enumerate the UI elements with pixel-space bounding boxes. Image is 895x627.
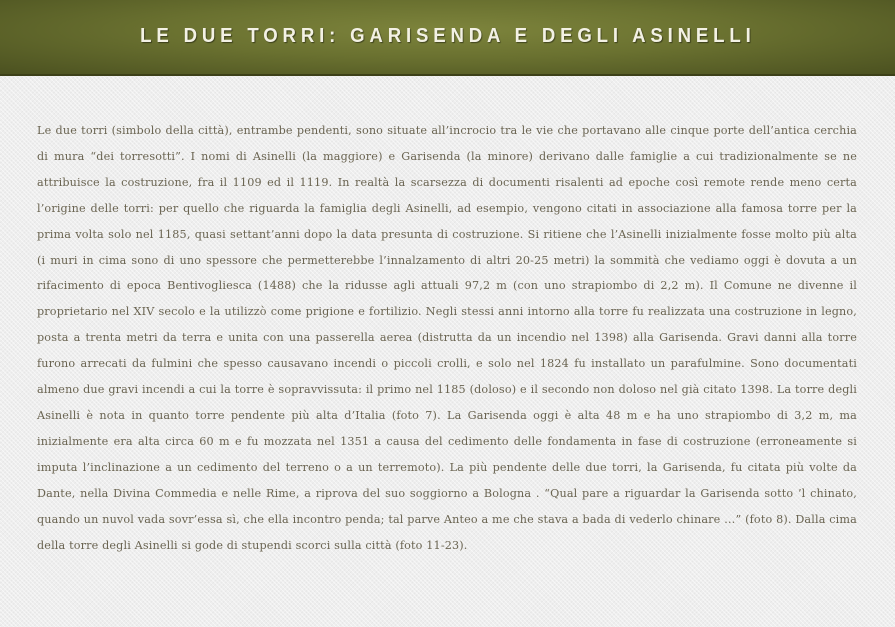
- article-paragraph: Le due torri (simbolo della città), entrambe pendenti, sono situate all’incrocio tra le vie che portavano alle cinque porte dell’antica cerchia di mura “dei torresotti”. I nomi di Asinelli (la maggiore) e Garisenda (la minore) derivano dalle famiglie a cui tradizionalmente se ne attribuisce la costruzione, fra il 1109 ed il 1119. In realtà la scarsezza di documenti risalenti ad epoche così remote rende meno certa l’origine delle torri: per quello che riguarda la famiglia degli Asinelli, ad esempio, vengono citati in associazione alla famosa torre per la prima volta solo nel 1185, quasi settant’anni dopo la data presunta di costruzione. Si ritiene che l’Asinelli inizialmente fosse molto più alta (i muri in cima sono di uno spessore che permetterebbe l’innalzamento di altri 20-25 metri) la sommità che vediamo oggi è dovuta a un rifacimento di epoca Bentivogliesca (1488) che la ridusse agli attuali 97,2 m (con uno strapiombo di 2,2 m). Il Comune ne divenne il proprietario nel XIV secolo e la utilizzò come prigione e fortilizio. Negli stessi anni intorno alla torre fu realizzata una costruzione in legno, posta a trenta metri da terra e unita con una passerella aerea (distrutta da un incendio nel 1398) alla Garisenda. Gravi danni alla torre furono arrecati da fulmini che spesso causavano incendi o piccoli crolli, e solo nel 1824 fu installato un parafulmine. Sono documentati almeno due gravi incendi a cui la torre è sopravvissuta: il primo nel 1185 (doloso) e il secondo non doloso nel già citato 1398. La torre degli Asinelli è nota in quanto torre pendente più alta d’Italia (foto 7). La Garisenda oggi è alta 48 m e ha uno strapiombo di 3,2 m, ma inizialmente era alta circa 60 m e fu mozzata nel 1351 a causa del cedimento delle fondamenta in fase di costruzione (erroneamente si imputa l’inclinazione a un cedimento del terreno o a un terremoto). La più pendente delle due torri, la Garisenda, fu citata più volte da Dante, nella Divina Commedia e nelle Rime, a riprova del suo soggiorno a Bologna . “Qual pare a riguardar la Garisenda sotto ’l chinato, quando un nuvol vada sovr’essa sì, che ella incontro penda; tal parve Anteo a me che stava a bada di vederlo chinare …” (foto 8). Dalla cima della torre degli Asinelli si gode di stupendi scorci sulla città (foto 11-23).: [37, 124, 857, 552]
- article-content: [37, 118, 857, 558]
- page-title: LE DUE TORRI: GARISENDA E DEGLI ASINELLI: [139, 24, 756, 47]
- page-header: [0, 0, 895, 76]
